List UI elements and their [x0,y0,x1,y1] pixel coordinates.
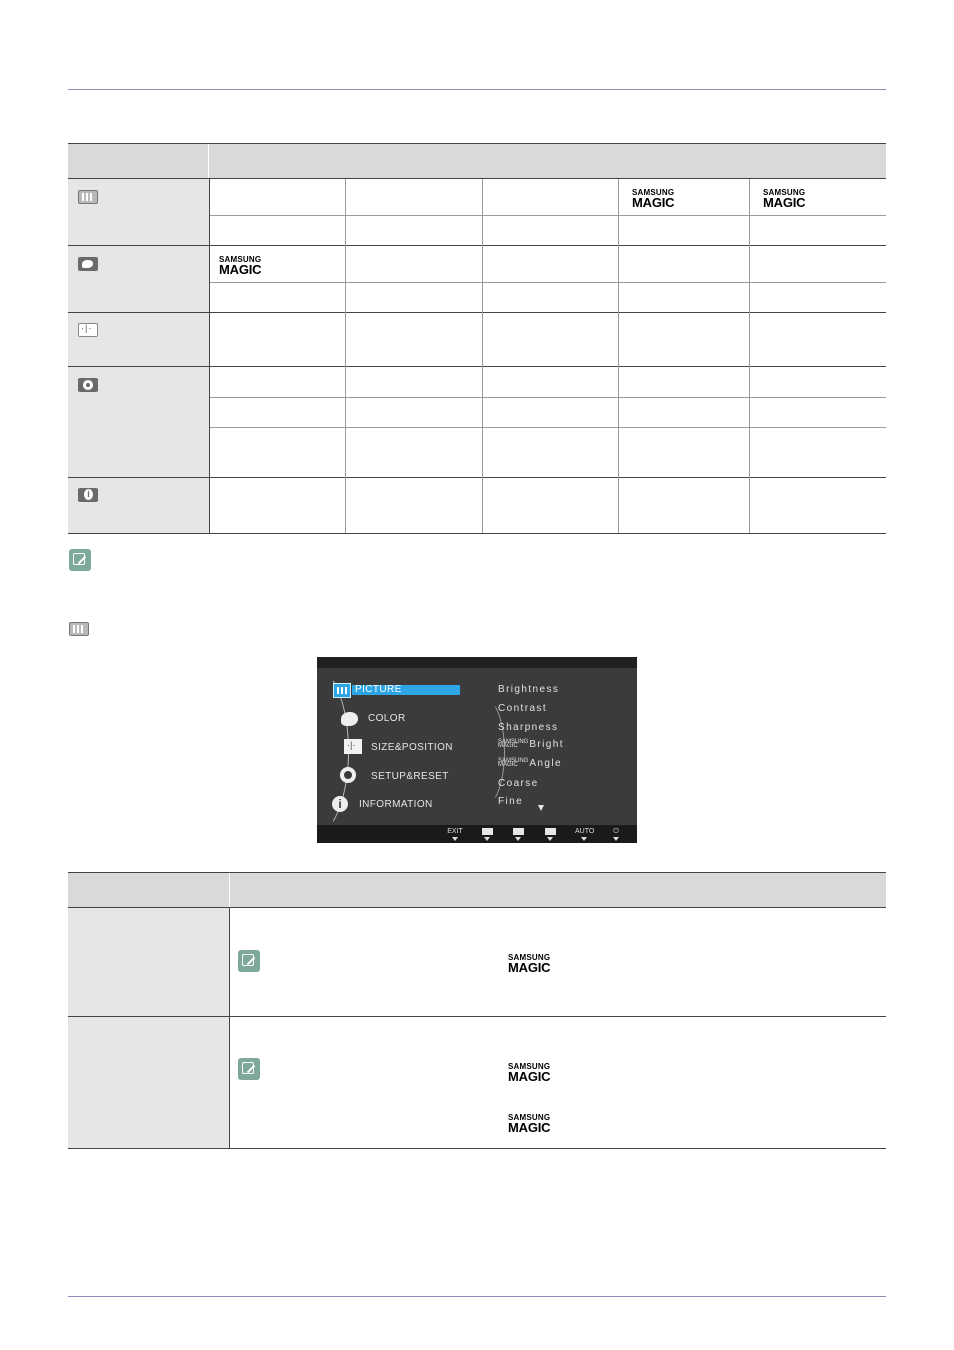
size-position-icon [344,739,362,754]
header-divider [208,144,209,178]
pointer-icon [452,837,458,841]
group-divider [68,477,886,478]
group-divider [68,366,886,367]
osd-submenu-coarse[interactable]: Coarse [498,778,539,789]
pointer-icon [613,837,619,841]
row-divider [68,1016,886,1017]
information-icon [78,488,98,502]
samsung-magic-logo: SAMSUNG MAGIC [508,1113,551,1135]
pointer-icon [515,837,521,841]
note-icon [238,1058,260,1080]
osd-submenu-sharpness[interactable]: Sharpness [498,722,559,733]
detail-label-row1 [68,908,230,1016]
exit-button[interactable]: EXIT [446,828,464,841]
bottom-rule [68,1296,886,1297]
table-bottom-border [68,533,886,534]
information-icon [332,796,350,811]
picture-icon [333,683,351,698]
auto-button[interactable]: AUTO [575,828,593,841]
group-divider [68,245,886,246]
column-divider [209,179,210,533]
down-button[interactable] [478,828,496,841]
menu-label-setup-reset [68,367,209,477]
osd-submenu-fine[interactable]: Fine [498,796,524,807]
osd-menu-item-picture[interactable]: PICTURE [352,685,460,695]
color-icon [78,257,98,271]
osd-top-bar [317,657,637,668]
row-divider [209,427,886,428]
header-divider [229,873,230,907]
table-bottom-border [68,1148,886,1149]
up-icon [513,828,524,835]
detail-label-row2 [68,1017,230,1149]
scroll-down-arrow-icon [538,805,544,811]
enter-button[interactable] [541,828,559,841]
osd-menu-item-size-position[interactable]: SIZE&POSITION [371,742,453,753]
osd-menu-item-setup-reset[interactable]: SETUP&RESET [371,771,449,782]
column-divider [749,179,750,533]
samsung-magic-mini-logo: SAMSUNG MAGIC [498,757,529,769]
column-divider [482,179,483,533]
power-button[interactable] [607,828,625,841]
note-icon [238,950,260,972]
group-divider [68,312,886,313]
detail-table-header [68,872,886,908]
top-rule [68,89,886,90]
picture-icon [69,622,89,636]
samsung-magic-logo: SAMSUNG MAGIC [763,188,806,210]
menu-label-color [68,246,209,312]
osd-submenu-contrast[interactable]: Contrast [498,703,547,714]
osd-menu-item-color[interactable]: COLOR [368,713,406,724]
color-icon [340,711,358,726]
menu-label-picture [68,179,209,245]
row-divider [209,397,886,398]
menu-label-size-position [68,313,209,366]
setup-reset-icon [78,378,98,392]
samsung-magic-logo: SAMSUNG MAGIC [632,188,675,210]
row-divider [209,215,886,216]
pointer-icon [547,837,553,841]
power-icon: ⏻ [613,828,619,835]
samsung-magic-logo: SAMSUNG MAGIC [219,255,262,277]
column-divider [618,179,619,533]
setup-reset-icon [339,767,357,782]
up-button[interactable] [509,828,527,841]
osd-submenu-brightness[interactable]: Brightness [498,684,560,695]
size-position-icon [78,323,98,337]
pointer-icon [581,837,587,841]
note-icon [69,549,91,571]
row-divider [209,282,886,283]
osd-submenu-magic-angle[interactable]: SAMSUNG MAGIC Angle [498,757,562,769]
column-divider [345,179,346,533]
column-divider [229,908,230,1149]
osd-menu-item-information[interactable]: INFORMATION [359,799,433,810]
samsung-magic-logo: SAMSUNG MAGIC [508,953,551,975]
pointer-icon [484,837,490,841]
osd-submenu-magic-bright[interactable]: SAMSUNG MAGIC Bright [498,738,564,750]
down-icon [482,828,493,835]
osd-screen [317,657,637,843]
samsung-magic-mini-logo: SAMSUNG MAGIC [498,738,529,750]
enter-icon [545,828,556,835]
menu-label-information [68,478,209,533]
menu-table-header [68,143,886,179]
samsung-magic-logo: SAMSUNG MAGIC [508,1062,551,1084]
picture-icon [78,190,98,204]
